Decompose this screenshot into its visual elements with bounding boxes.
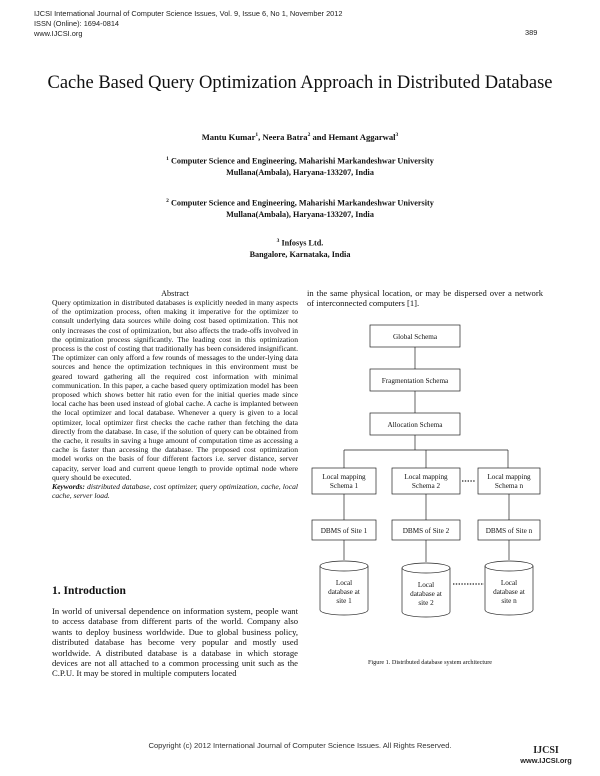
local-mapping-box-n: [478, 468, 540, 494]
abstract-text: Query optimization in distributed databases is explicitly needed in many aspects of the optimization process, often making it imperative for the optimizer to consult underlying data sources while doing cost based optimization. This not only increases the cost of optimization, but also affects the trade-offs involved in the optimization process significantly. The leading cost in this optimization process is the cost of costing that traditionally has been considered insignificant. The optimizer can only afford a few rounds of messages to the under-lying data sources and hence the optimization techniques in this environment must be geared toward gathering all the required cost information with minimal communication. In this paper, a cache based query optimization model has been proposed which shows better hit ratio even for the initial queries made since local cache has been used instead of global cache. A cache is implanted between the local optimizer and local database. Whenever a query is given to a local optimizer, local optimizer first checks the cache rather than fetching the data directly from the database. In case, if the solution of query can be obtained from the cache, it results in saving a huge amount of computation time as accessing a cache is faster than accessing the database. The proposed cost optimization model works on the basis of four different factors i.e. server distance, server capacity, server load and current queue length to provide optimal node where query should be executed.: [52, 298, 298, 482]
local-mapping-2-line-1: Local mapping: [404, 473, 448, 481]
db-1-line-3: site 1: [336, 597, 352, 605]
affiliation-1-line-2: Mullana(Ambala), Haryana-133207, India: [226, 167, 374, 177]
copyright-footer: Copyright (c) 2012 International Journal of Computer Science Issues. All Rights Reserved.: [148, 741, 452, 750]
affiliation-3: [40, 236, 560, 260]
paper-title: Cache Based Query Optimization Approach in Distributed Database: [47, 73, 553, 93]
local-mapping-n-line-2: Schema n: [494, 482, 524, 490]
author-3: Hemant Aggarwal: [328, 132, 396, 142]
journal-header: [34, 9, 343, 39]
db-1-line-1: Local: [335, 579, 353, 587]
keywords-text: distributed database, cost optimizer, query optimization, cache, local cache, server load.: [52, 482, 298, 501]
author-sep-2: and: [310, 132, 329, 142]
db-n-line-3: site n: [501, 597, 517, 605]
dbms-1-label: DBMS of Site 1: [320, 527, 368, 535]
keywords: [52, 482, 298, 500]
allocation-schema-label: Allocation Schema: [387, 421, 443, 429]
abstract-heading: Abstract: [161, 289, 189, 298]
author-3-sup: 3: [395, 132, 399, 139]
distributed-architecture-diagram: [300, 320, 560, 655]
right-column-text: in the same physical location, or may be dispersed over a network of interconnected computers [1].: [307, 288, 543, 309]
header-line-3: www.IJCSI.org: [34, 29, 83, 38]
logo-url: www.IJCSI.org: [520, 756, 572, 765]
author-sep-1: ,: [258, 132, 263, 142]
introduction-text: In world of universal dependence on information system, people want to access database from different parts of the world. Company also wants to deploy business worldwide. Due to global business policy, distributed database has become very popular and mostly used worldwide. A distributed database is a database in which storage devices are not all attached to a common processing unit such as the C.P.U. It may be stored in multiple computers located: [52, 606, 298, 679]
affiliation-2: [40, 196, 560, 220]
db-2-line-3: site 2: [418, 599, 434, 607]
global-schema-label: Global Schema: [392, 333, 438, 341]
fragmentation-schema-label: Fragmentation Schema: [381, 377, 449, 385]
local-mapping-box-1: [312, 468, 376, 494]
db-2-line-2: database at: [410, 590, 442, 598]
dbms-2-label: DBMS of Site 2: [402, 527, 450, 535]
header-line-2: ISSN (Online): 1694-0814: [34, 19, 120, 28]
author-list: [40, 132, 560, 142]
dbms-n-label: DBMS of Site n: [485, 527, 533, 535]
author-2-sup: 2: [307, 132, 311, 139]
local-mapping-1-line-2: Schema 1: [329, 482, 359, 490]
affiliation-3-sup: 3: [276, 238, 280, 244]
abstract-body: [52, 298, 298, 500]
ijcsi-logo: [518, 745, 574, 765]
header-line-1: IJCSI International Journal of Computer Science Issues, Vol. 9, Issue 6, No 1, November 2012: [34, 9, 343, 18]
affiliation-2-sup: 2: [166, 198, 169, 204]
local-mapping-1-line-1: Local mapping: [322, 473, 366, 481]
local-mapping-n-line-1: Local mapping: [487, 473, 531, 481]
figure-caption: Figure 1. Distributed database system architecture: [367, 659, 493, 666]
author-2: Neera Batra: [262, 132, 308, 142]
local-mapping-2-line-2: Schema 2: [411, 482, 441, 490]
affiliation-3-line-2: Bangalore, Karnataka, India: [249, 249, 351, 259]
db-n-line-1: Local: [500, 579, 518, 587]
affiliation-1-sup: 1: [166, 156, 169, 162]
affiliation-1: [40, 154, 560, 178]
keywords-label: Keywords:: [52, 482, 85, 492]
author-1: Mantu Kumar: [201, 132, 256, 142]
affiliation-2-line-2: Mullana(Ambala), Haryana-133207, India: [226, 209, 374, 219]
db-n-line-2: database at: [493, 588, 525, 596]
affiliation-3-line-1: Infosys Ltd.: [281, 238, 324, 248]
affiliation-1-line-1: Computer Science and Engineering, Maharishi Markandeshwar University: [170, 156, 434, 166]
db-2-line-1: Local: [417, 581, 435, 589]
local-mapping-box-2: [392, 468, 460, 494]
db-1-line-2: database at: [328, 588, 360, 596]
section-heading-introduction: 1. Introduction: [52, 585, 126, 597]
author-1-sup: 1: [255, 132, 259, 139]
logo-mark: IJCSI: [533, 745, 559, 756]
affiliation-2-line-1: Computer Science and Engineering, Maharishi Markandeshwar University: [170, 198, 434, 208]
page-number: 389: [525, 28, 538, 37]
